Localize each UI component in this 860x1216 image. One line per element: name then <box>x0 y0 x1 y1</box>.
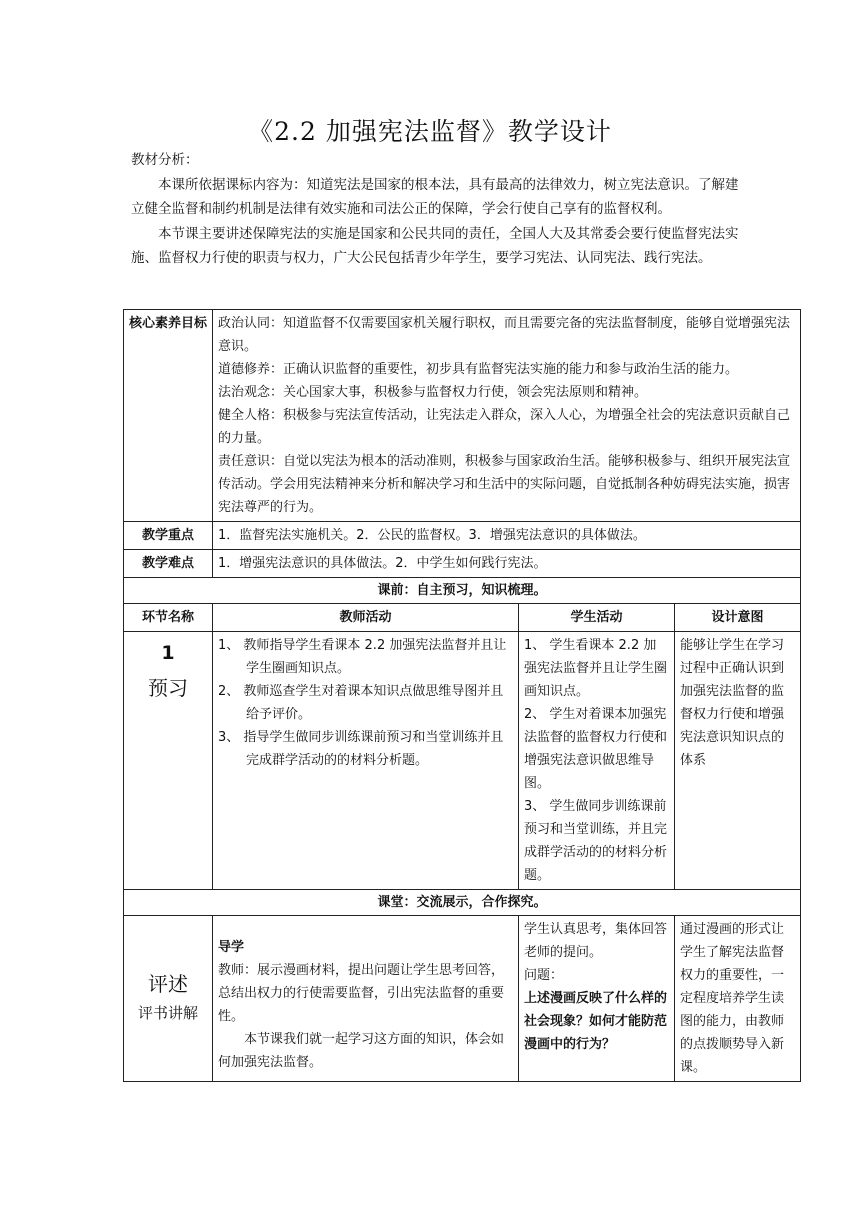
section-before-class <box>124 578 801 604</box>
analysis-paragraph-1: 本课所依据课标内容为：知道宪法是国家的根本法，具有最高的法律效力，树立宪法意识。了解建立健全监督和制约机制是法律有效实施和司法公正的保障，学会行使自己享有的监督权利。 <box>131 176 739 217</box>
preview-name: 预习 <box>148 676 188 700</box>
student-step: 3、 学生做同步训练课前预习和当堂训练，并且完成群学活动的的材料分析题。 <box>524 799 668 883</box>
question-text: 上述漫画反映了什么样的社会现象？如何才能防范漫画中的行为？ <box>524 991 668 1052</box>
section-title-before-class: 课前：自主预习，知识梳理。 <box>124 578 801 604</box>
core-item: 政治认同：知道监督不仅需要国家机关履行职权，而且需要完备的宪法监督制度，能够自觉增强宪法意识。 <box>218 316 791 354</box>
header-row <box>124 604 801 632</box>
preview-stage <box>124 632 213 890</box>
difficulty-label: 教学难点 <box>124 550 213 578</box>
teacher-step: 1、 教师指导学生看课本 2.2 加强宪法监督并且让学生圈画知识点。 <box>218 638 507 676</box>
review-student-activity <box>519 916 675 1082</box>
key-point-row <box>124 522 801 550</box>
core-item: 法治观念：关心国家大事，积极参与监督权力行使，领会宪法原则和精神。 <box>218 385 648 400</box>
header-intent: 设计意图 <box>675 604 801 632</box>
review-teacher-activity <box>213 916 519 1082</box>
preview-intent: 能够让学生在学习过程中正确认识到加强宪法监督的监督权力行使和增强宪法意识知识点的体系 <box>675 632 801 890</box>
core-item: 道德修养：正确认识监督的重要性，初步具有监督宪法实施的能力和参与政治生活的能力。 <box>218 362 739 377</box>
section-title-in-class: 课堂：交流展示，合作探究。 <box>124 890 801 916</box>
preview-number: 1 <box>161 642 175 664</box>
difficulty-text: 1．增强宪法意识的具体做法。2．中学生如何践行宪法。 <box>213 550 801 578</box>
core-item: 健全人格：积极参与宪法宣传活动，让宪法走入群众，深入人心，为增强全社会的宪法意识贡献自己的力量。 <box>218 408 791 446</box>
key-point-text: 1．监督宪法实施机关。2．公民的监督权。3．增强宪法意识的具体做法。 <box>213 522 801 550</box>
review-stage <box>124 916 213 1082</box>
key-point-label: 教学重点 <box>124 522 213 550</box>
core-literacy-label: 核心素养目标 <box>124 310 213 522</box>
difficulty-row <box>124 550 801 578</box>
review-name: 评述 <box>148 971 188 996</box>
preview-teacher-activity <box>213 632 519 890</box>
student-step: 2、 学生对着课本加强宪法监督的监督权力行使和增强宪法意识做思维导图。 <box>524 707 668 791</box>
review-student-text: 学生认真思考，集体回答老师的提问。 <box>524 922 668 960</box>
review-teacher-text-2: 本节课我们就一起学习这方面的知识，体会如何加强宪法监督。 <box>218 1032 505 1070</box>
page-title: 《2.2 加强宪法监督》教学设计 <box>248 117 612 146</box>
review-intent: 通过漫画的形式让学生了解宪法监督权力的重要性，一定程度培养学生读图的能力，由教师的点拨顺势导入新课。 <box>675 916 801 1082</box>
analysis-heading: 教材分析： <box>131 152 199 168</box>
core-literacy-row <box>124 310 801 522</box>
preview-row <box>124 632 801 890</box>
review-teacher-text: 教师：展示漫画材料，提出问题让学生思考回答，总结出权力的行使需要监督，引出宪法监督的重要性。 <box>218 963 505 1024</box>
section-in-class <box>124 890 801 916</box>
teacher-step: 2、 教师巡查学生对着课本知识点做思维导图并且给予评价。 <box>218 684 504 722</box>
review-subname: 评书讲解 <box>137 1003 198 1022</box>
question-label: 问题： <box>524 968 564 983</box>
guide-heading: 导学 <box>218 940 245 955</box>
header-stage: 环节名称 <box>124 604 213 632</box>
preview-student-activity <box>519 632 675 890</box>
teacher-step: 3、 指导学生做同步训练课前预习和当堂训练并且完成群学活动的的材料分析题。 <box>218 730 504 768</box>
material-analysis <box>131 148 751 271</box>
student-step: 1、 学生看课本 2.2 加强宪法监督并且让学生圈画知识点。 <box>524 638 668 699</box>
header-student: 学生活动 <box>519 604 675 632</box>
core-literacy-content <box>213 310 801 522</box>
review-row <box>124 916 801 1082</box>
header-teacher: 教师活动 <box>213 604 519 632</box>
core-item: 责任意识：自觉以宪法为根本的活动准则，积极参与国家政治生活。能够积极参与、组织开展宪法宣传活动。学会用宪法精神来分析和解决学习和生活中的实际问题，自觉抵制各种妨碍宪法实施，损害宪法尊严的行为。 <box>218 454 791 515</box>
teaching-design-table <box>123 309 801 1082</box>
analysis-paragraph-2: 本节课主要讲述保障宪法的实施是国家和公民共同的责任，全国人大及其常委会要行使监督宪法实施、监督权力行使的职责与权力，广大公民包括青少年学生，要学习宪法、认同宪法、践行宪法。 <box>131 225 739 266</box>
